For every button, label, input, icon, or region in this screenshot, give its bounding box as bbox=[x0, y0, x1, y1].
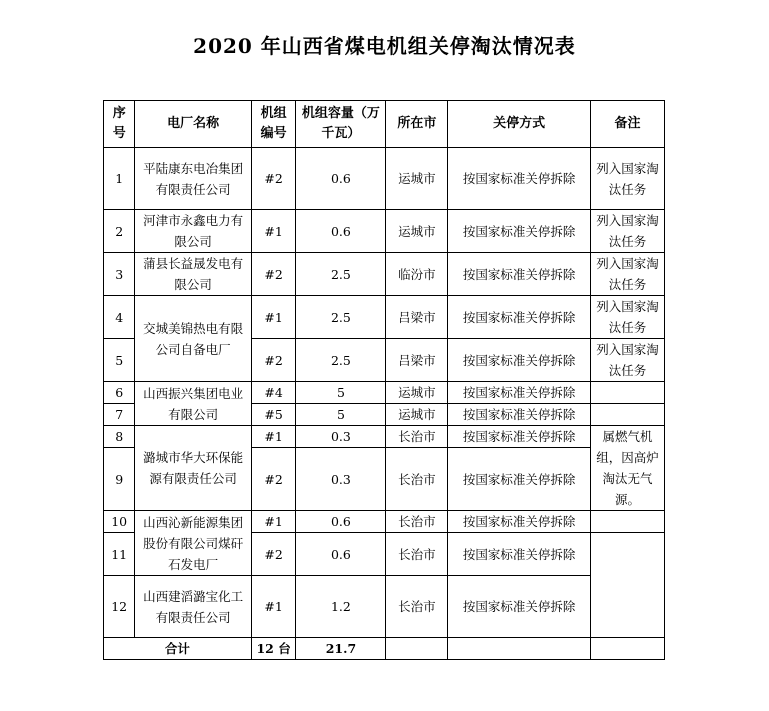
cell-plant: 交城美锦热电有限公司自备电厂 bbox=[135, 296, 251, 382]
cell-note: 列入国家淘汰任务 bbox=[591, 253, 665, 296]
cell-no: 5 bbox=[104, 339, 135, 382]
cell-no: 7 bbox=[104, 404, 135, 426]
cell-note-empty bbox=[591, 382, 665, 404]
cell-no: 10 bbox=[104, 511, 135, 533]
table-row bbox=[104, 148, 665, 210]
cell-method: 按国家标准关停拆除 bbox=[448, 448, 591, 511]
cell-city: 运城市 bbox=[386, 404, 448, 426]
cell-capacity: 5 bbox=[296, 404, 386, 426]
cell-capacity: 0.6 bbox=[296, 210, 386, 253]
header-no: 序号 bbox=[104, 101, 135, 148]
cell-city: 长治市 bbox=[386, 448, 448, 511]
cell-unit: #1 bbox=[251, 511, 296, 533]
cell-unit: #1 bbox=[251, 296, 296, 339]
cell-city: 运城市 bbox=[386, 148, 448, 210]
cell-capacity: 0.6 bbox=[296, 511, 386, 533]
cell-method: 按国家标准关停拆除 bbox=[448, 210, 591, 253]
cell-capacity: 2.5 bbox=[296, 253, 386, 296]
cell-no: 8 bbox=[104, 426, 135, 448]
cell-capacity: 0.3 bbox=[296, 426, 386, 448]
table-row bbox=[104, 511, 665, 533]
cell-no: 2 bbox=[104, 210, 135, 253]
cell-no: 6 bbox=[104, 382, 135, 404]
header-city: 所在市 bbox=[386, 101, 448, 148]
cell-plant: 山西建滔潞宝化工有限责任公司 bbox=[135, 576, 251, 638]
cell-capacity: 2.5 bbox=[296, 339, 386, 382]
cell-method: 按国家标准关停拆除 bbox=[448, 148, 591, 210]
cell-capacity: 1.2 bbox=[296, 576, 386, 638]
cell-plant: 平陆康东电冶集团有限责任公司 bbox=[135, 148, 251, 210]
cell-note-empty bbox=[591, 533, 665, 638]
total-empty bbox=[591, 638, 665, 660]
cell-city: 长治市 bbox=[386, 576, 448, 638]
cell-capacity: 2.5 bbox=[296, 296, 386, 339]
cell-unit: #2 bbox=[251, 148, 296, 210]
cell-method: 按国家标准关停拆除 bbox=[448, 511, 591, 533]
cell-city: 运城市 bbox=[386, 382, 448, 404]
cell-unit: #1 bbox=[251, 576, 296, 638]
cell-unit: #1 bbox=[251, 210, 296, 253]
cell-plant: 山西振兴集团电业有限公司 bbox=[135, 382, 251, 426]
cell-method: 按国家标准关停拆除 bbox=[448, 382, 591, 404]
cell-note: 列入国家淘汰任务 bbox=[591, 296, 665, 339]
page-title: 2020 年山西省煤电机组关停淘汰情况表 bbox=[193, 34, 576, 58]
cell-method: 按国家标准关停拆除 bbox=[448, 296, 591, 339]
cell-capacity: 0.6 bbox=[296, 533, 386, 576]
cell-plant: 潞城市华大环保能源有限责任公司 bbox=[135, 426, 251, 511]
total-empty bbox=[386, 638, 448, 660]
cell-unit: #4 bbox=[251, 382, 296, 404]
cell-unit: #2 bbox=[251, 253, 296, 296]
cell-plant: 山西沁新能源集团股份有限公司煤矸石发电厂 bbox=[135, 511, 251, 576]
total-units: 12 台 bbox=[251, 638, 296, 660]
closure-table bbox=[103, 100, 665, 660]
cell-city: 运城市 bbox=[386, 210, 448, 253]
cell-method: 按国家标准关停拆除 bbox=[448, 533, 591, 576]
cell-method: 按国家标准关停拆除 bbox=[448, 576, 591, 638]
total-label: 合计 bbox=[104, 638, 252, 660]
table-row bbox=[104, 210, 665, 253]
cell-no: 12 bbox=[104, 576, 135, 638]
cell-note-empty bbox=[591, 511, 665, 533]
cell-city: 长治市 bbox=[386, 426, 448, 448]
cell-no: 3 bbox=[104, 253, 135, 296]
total-empty bbox=[448, 638, 591, 660]
total-capacity: 21.7 bbox=[296, 638, 386, 660]
cell-unit: #5 bbox=[251, 404, 296, 426]
cell-city: 长治市 bbox=[386, 533, 448, 576]
cell-note-empty bbox=[591, 404, 665, 426]
cell-note: 列入国家淘汰任务 bbox=[591, 210, 665, 253]
cell-method: 按国家标准关停拆除 bbox=[448, 339, 591, 382]
cell-no: 11 bbox=[104, 533, 135, 576]
cell-unit: #1 bbox=[251, 426, 296, 448]
cell-plant: 蒲县长益晟发电有限公司 bbox=[135, 253, 251, 296]
table-row bbox=[104, 576, 665, 638]
table-row bbox=[104, 426, 665, 448]
cell-method: 按国家标准关停拆除 bbox=[448, 253, 591, 296]
cell-unit: #2 bbox=[251, 448, 296, 511]
cell-city: 临汾市 bbox=[386, 253, 448, 296]
cell-city: 长治市 bbox=[386, 511, 448, 533]
cell-no: 9 bbox=[104, 448, 135, 511]
cell-unit: #2 bbox=[251, 533, 296, 576]
table-row bbox=[104, 382, 665, 404]
cell-note: 属燃气机组，因高炉淘汰无气源。 bbox=[591, 426, 665, 511]
header-capacity: 机组容量（万千瓦） bbox=[296, 101, 386, 148]
cell-method: 按国家标准关停拆除 bbox=[448, 404, 591, 426]
cell-city: 吕梁市 bbox=[386, 296, 448, 339]
cell-city: 吕梁市 bbox=[386, 339, 448, 382]
table-row bbox=[104, 296, 665, 339]
cell-no: 1 bbox=[104, 148, 135, 210]
header-unit: 机组编号 bbox=[251, 101, 296, 148]
cell-capacity: 0.3 bbox=[296, 448, 386, 511]
total-row bbox=[104, 638, 665, 660]
header-method: 关停方式 bbox=[448, 101, 591, 148]
header-note: 备注 bbox=[591, 101, 665, 148]
cell-capacity: 5 bbox=[296, 382, 386, 404]
cell-no: 4 bbox=[104, 296, 135, 339]
cell-plant: 河津市永鑫电力有限公司 bbox=[135, 210, 251, 253]
cell-unit: #2 bbox=[251, 339, 296, 382]
cell-capacity: 0.6 bbox=[296, 148, 386, 210]
cell-note: 列入国家淘汰任务 bbox=[591, 339, 665, 382]
table-row bbox=[104, 253, 665, 296]
cell-method: 按国家标准关停拆除 bbox=[448, 426, 591, 448]
header-plant: 电厂名称 bbox=[135, 101, 251, 148]
cell-note: 列入国家淘汰任务 bbox=[591, 148, 665, 210]
header-row bbox=[104, 101, 665, 148]
